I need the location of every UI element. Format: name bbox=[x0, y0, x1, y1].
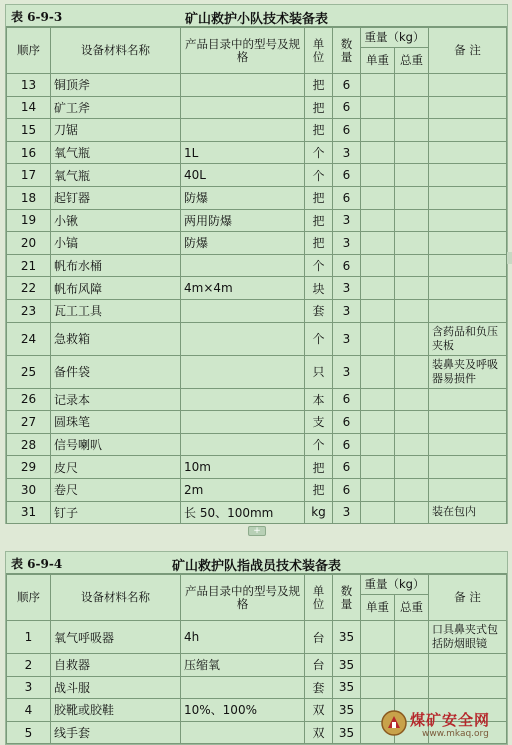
cell-name: 胶靴或胶鞋 bbox=[51, 699, 181, 722]
cell-remark bbox=[429, 96, 507, 119]
cell-total-weight bbox=[395, 119, 429, 142]
cell-qty: 3 bbox=[333, 232, 361, 255]
cell-model: 长 50、100mm bbox=[181, 501, 305, 524]
cell-unit-weight bbox=[361, 74, 395, 97]
cell-total-weight bbox=[395, 141, 429, 164]
cell-seq: 24 bbox=[7, 322, 51, 355]
cell-name: 线手套 bbox=[51, 721, 181, 744]
cell-qty: 6 bbox=[333, 388, 361, 411]
header-qty: 数量 bbox=[333, 575, 361, 621]
cell-qty: 3 bbox=[333, 141, 361, 164]
cell-seq: 1 bbox=[7, 621, 51, 654]
cell-remark bbox=[429, 411, 507, 434]
cell-unit: 个 bbox=[305, 141, 333, 164]
cell-unit-weight bbox=[361, 433, 395, 456]
cell-total-weight bbox=[395, 676, 429, 699]
cell-model: 2m bbox=[181, 478, 305, 501]
cell-total-weight bbox=[395, 355, 429, 388]
cell-name: 卷尺 bbox=[51, 478, 181, 501]
table-row bbox=[7, 411, 507, 434]
table-row bbox=[7, 322, 507, 355]
cell-name: 急救箱 bbox=[51, 322, 181, 355]
table-row bbox=[7, 119, 507, 142]
cell-seq: 30 bbox=[7, 478, 51, 501]
cell-model: 10%、100% bbox=[181, 699, 305, 722]
cell-qty: 35 bbox=[333, 676, 361, 699]
table-row bbox=[7, 299, 507, 322]
cell-qty: 6 bbox=[333, 411, 361, 434]
cell-model bbox=[181, 322, 305, 355]
header-model: 产品目录中的型号及规格 bbox=[181, 575, 305, 621]
scroll-handle[interactable] bbox=[507, 252, 512, 264]
cell-seq: 19 bbox=[7, 209, 51, 232]
cell-qty: 35 bbox=[333, 699, 361, 722]
cell-remark bbox=[429, 186, 507, 209]
cell-remark bbox=[429, 478, 507, 501]
table-row bbox=[7, 164, 507, 187]
cell-unit-weight bbox=[361, 141, 395, 164]
cell-remark bbox=[429, 299, 507, 322]
cell-name: 小镐 bbox=[51, 232, 181, 255]
table-body bbox=[7, 74, 507, 524]
cell-unit: 台 bbox=[305, 654, 333, 677]
cell-qty: 6 bbox=[333, 254, 361, 277]
table-title: 矿山救护队指战员技术装备表 bbox=[171, 559, 341, 574]
cell-model: 压缩氧 bbox=[181, 654, 305, 677]
cell-total-weight bbox=[395, 96, 429, 119]
cell-model: 4m×4m bbox=[181, 277, 305, 300]
header-unit: 单位 bbox=[305, 575, 333, 621]
cell-unit-weight bbox=[361, 119, 395, 142]
cell-total-weight bbox=[395, 501, 429, 524]
table-row bbox=[7, 676, 507, 699]
cell-unit-weight bbox=[361, 501, 395, 524]
cell-total-weight bbox=[395, 74, 429, 97]
table-row bbox=[7, 277, 507, 300]
table-row bbox=[7, 654, 507, 677]
cell-total-weight bbox=[395, 621, 429, 654]
cell-qty: 6 bbox=[333, 478, 361, 501]
cell-unit-weight bbox=[361, 478, 395, 501]
cell-seq: 22 bbox=[7, 277, 51, 300]
cell-qty: 3 bbox=[333, 209, 361, 232]
cell-unit-weight bbox=[361, 209, 395, 232]
cell-remark bbox=[429, 676, 507, 699]
cell-unit: kg bbox=[305, 501, 333, 524]
header-weight: 重量（kg） bbox=[361, 575, 429, 595]
cell-name: 钉子 bbox=[51, 501, 181, 524]
table-number: 表 6-9-4 bbox=[11, 557, 63, 571]
table-title: 矿山救护小队技术装备表 bbox=[184, 12, 328, 27]
expand-button[interactable]: + bbox=[248, 526, 266, 536]
cell-seq: 14 bbox=[7, 96, 51, 119]
cell-unit: 双 bbox=[305, 721, 333, 744]
cell-total-weight bbox=[395, 456, 429, 479]
cell-unit-weight bbox=[361, 676, 395, 699]
table-number: 表 6-9-3 bbox=[11, 10, 63, 24]
cell-unit-weight bbox=[361, 654, 395, 677]
cell-model bbox=[181, 433, 305, 456]
cell-remark bbox=[429, 388, 507, 411]
cell-unit-weight bbox=[361, 355, 395, 388]
cell-qty: 35 bbox=[333, 621, 361, 654]
cell-qty: 6 bbox=[333, 119, 361, 142]
cell-total-weight bbox=[395, 299, 429, 322]
cell-seq: 29 bbox=[7, 456, 51, 479]
cell-unit-weight bbox=[361, 186, 395, 209]
table-row bbox=[7, 478, 507, 501]
cell-seq: 3 bbox=[7, 676, 51, 699]
cell-remark bbox=[429, 164, 507, 187]
cell-remark bbox=[429, 232, 507, 255]
cell-seq: 25 bbox=[7, 355, 51, 388]
table-row bbox=[7, 74, 507, 97]
cell-unit-weight bbox=[361, 456, 395, 479]
cell-unit-weight bbox=[361, 299, 395, 322]
cell-name: 信号喇叭 bbox=[51, 433, 181, 456]
cell-model bbox=[181, 411, 305, 434]
cell-unit-weight bbox=[361, 277, 395, 300]
cell-name: 帆布风障 bbox=[51, 277, 181, 300]
table-row bbox=[7, 388, 507, 411]
cell-model bbox=[181, 676, 305, 699]
cell-name: 小锹 bbox=[51, 209, 181, 232]
equipment-table bbox=[6, 27, 507, 524]
cell-unit: 把 bbox=[305, 456, 333, 479]
table-row bbox=[7, 209, 507, 232]
cell-unit: 个 bbox=[305, 164, 333, 187]
cell-unit: 套 bbox=[305, 676, 333, 699]
header-model: 产品目录中的型号及规格 bbox=[181, 28, 305, 74]
cell-unit-weight bbox=[361, 164, 395, 187]
cell-seq: 17 bbox=[7, 164, 51, 187]
cell-total-weight bbox=[395, 411, 429, 434]
cell-seq: 21 bbox=[7, 254, 51, 277]
cell-total-weight bbox=[395, 254, 429, 277]
table-row bbox=[7, 355, 507, 388]
table-row bbox=[7, 141, 507, 164]
cell-model: 4h bbox=[181, 621, 305, 654]
cell-remark: 装鼻夹及呼吸器易损件 bbox=[429, 355, 507, 388]
cell-qty: 6 bbox=[333, 96, 361, 119]
table-row bbox=[7, 501, 507, 524]
cell-unit-weight bbox=[361, 254, 395, 277]
cell-total-weight bbox=[395, 388, 429, 411]
header-weight: 重量（kg） bbox=[361, 28, 429, 48]
cell-unit-weight bbox=[361, 388, 395, 411]
cell-total-weight bbox=[395, 478, 429, 501]
header-remark: 备 注 bbox=[429, 575, 507, 621]
cell-qty: 3 bbox=[333, 299, 361, 322]
cell-name: 帆布水桶 bbox=[51, 254, 181, 277]
cell-remark bbox=[429, 654, 507, 677]
cell-unit: 个 bbox=[305, 322, 333, 355]
table-row bbox=[7, 433, 507, 456]
cell-qty: 6 bbox=[333, 74, 361, 97]
cell-model bbox=[181, 74, 305, 97]
cell-name: 刀锯 bbox=[51, 119, 181, 142]
cell-unit: 把 bbox=[305, 232, 333, 255]
cell-seq: 28 bbox=[7, 433, 51, 456]
cell-qty: 3 bbox=[333, 355, 361, 388]
table-caption bbox=[6, 5, 507, 27]
cell-unit: 把 bbox=[305, 186, 333, 209]
cell-total-weight bbox=[395, 654, 429, 677]
cell-model: 10m bbox=[181, 456, 305, 479]
table-row bbox=[7, 456, 507, 479]
cell-remark bbox=[429, 456, 507, 479]
cell-total-weight bbox=[395, 186, 429, 209]
cell-remark bbox=[429, 119, 507, 142]
cell-remark bbox=[429, 209, 507, 232]
cell-unit: 把 bbox=[305, 96, 333, 119]
cell-name: 瓦工工具 bbox=[51, 299, 181, 322]
cell-unit: 把 bbox=[305, 119, 333, 142]
cell-model bbox=[181, 299, 305, 322]
cell-unit-weight bbox=[361, 322, 395, 355]
cell-unit: 个 bbox=[305, 433, 333, 456]
cell-unit-weight bbox=[361, 621, 395, 654]
equipment-table-panel-1 bbox=[5, 4, 508, 524]
cell-model: 防爆 bbox=[181, 232, 305, 255]
cell-seq: 5 bbox=[7, 721, 51, 744]
cell-seq: 15 bbox=[7, 119, 51, 142]
header-unit-weight: 单重 bbox=[361, 48, 395, 74]
cell-unit: 套 bbox=[305, 299, 333, 322]
cell-name: 皮尺 bbox=[51, 456, 181, 479]
cell-name: 铜顶斧 bbox=[51, 74, 181, 97]
cell-total-weight bbox=[395, 433, 429, 456]
cell-total-weight bbox=[395, 209, 429, 232]
header-seq: 顺序 bbox=[7, 575, 51, 621]
table-row bbox=[7, 96, 507, 119]
table-row bbox=[7, 232, 507, 255]
cell-unit: 只 bbox=[305, 355, 333, 388]
cell-qty: 6 bbox=[333, 164, 361, 187]
cell-name: 氧气瓶 bbox=[51, 141, 181, 164]
cell-seq: 31 bbox=[7, 501, 51, 524]
cell-unit-weight bbox=[361, 96, 395, 119]
cell-seq: 20 bbox=[7, 232, 51, 255]
cell-total-weight bbox=[395, 232, 429, 255]
cell-model: 两用防爆 bbox=[181, 209, 305, 232]
cell-qty: 3 bbox=[333, 501, 361, 524]
header-name: 设备材料名称 bbox=[51, 575, 181, 621]
table-caption bbox=[6, 552, 507, 574]
cell-remark bbox=[429, 141, 507, 164]
header-total-weight: 总重 bbox=[395, 595, 429, 621]
site-watermark bbox=[378, 707, 506, 743]
cell-remark bbox=[429, 74, 507, 97]
header-remark: 备 注 bbox=[429, 28, 507, 74]
cell-name: 圆珠笔 bbox=[51, 411, 181, 434]
cell-name: 备件袋 bbox=[51, 355, 181, 388]
cell-unit: 双 bbox=[305, 699, 333, 722]
cell-seq: 4 bbox=[7, 699, 51, 722]
cell-seq: 26 bbox=[7, 388, 51, 411]
cell-seq: 27 bbox=[7, 411, 51, 434]
cell-name: 矿工斧 bbox=[51, 96, 181, 119]
table-row bbox=[7, 621, 507, 654]
watermark-url: www.mkaq.org bbox=[422, 729, 489, 739]
cell-seq: 2 bbox=[7, 654, 51, 677]
cell-model: 防爆 bbox=[181, 186, 305, 209]
cell-seq: 13 bbox=[7, 74, 51, 97]
cell-name: 氧气呼吸器 bbox=[51, 621, 181, 654]
header-total-weight: 总重 bbox=[395, 48, 429, 74]
cell-unit: 个 bbox=[305, 254, 333, 277]
cell-model: 1L bbox=[181, 141, 305, 164]
cell-total-weight bbox=[395, 164, 429, 187]
cell-model: 40L bbox=[181, 164, 305, 187]
cell-unit-weight bbox=[361, 232, 395, 255]
cell-qty: 3 bbox=[333, 277, 361, 300]
cell-total-weight bbox=[395, 322, 429, 355]
table-row bbox=[7, 254, 507, 277]
header-seq: 顺序 bbox=[7, 28, 51, 74]
site-logo-icon bbox=[380, 709, 408, 737]
cell-unit: 本 bbox=[305, 388, 333, 411]
table-row bbox=[7, 186, 507, 209]
cell-name: 战斗服 bbox=[51, 676, 181, 699]
cell-seq: 23 bbox=[7, 299, 51, 322]
cell-model bbox=[181, 119, 305, 142]
cell-name: 氧气瓶 bbox=[51, 164, 181, 187]
cell-name: 自救器 bbox=[51, 654, 181, 677]
header-name: 设备材料名称 bbox=[51, 28, 181, 74]
cell-remark: 含药品和负压夹板 bbox=[429, 322, 507, 355]
cell-seq: 16 bbox=[7, 141, 51, 164]
watermark-site-name: 煤矿安全网 bbox=[410, 711, 491, 729]
cell-qty: 35 bbox=[333, 721, 361, 744]
cell-remark bbox=[429, 277, 507, 300]
cell-model bbox=[181, 355, 305, 388]
cell-name: 记录本 bbox=[51, 388, 181, 411]
cell-unit: 块 bbox=[305, 277, 333, 300]
cell-total-weight bbox=[395, 277, 429, 300]
cell-qty: 6 bbox=[333, 456, 361, 479]
cell-unit: 台 bbox=[305, 621, 333, 654]
cell-remark: 装在包内 bbox=[429, 501, 507, 524]
cell-seq: 18 bbox=[7, 186, 51, 209]
cell-unit: 把 bbox=[305, 74, 333, 97]
header-unit: 单位 bbox=[305, 28, 333, 74]
cell-model bbox=[181, 721, 305, 744]
cell-qty: 35 bbox=[333, 654, 361, 677]
cell-name: 起钉器 bbox=[51, 186, 181, 209]
cell-qty: 3 bbox=[333, 322, 361, 355]
cell-model bbox=[181, 388, 305, 411]
header-unit-weight: 单重 bbox=[361, 595, 395, 621]
cell-qty: 6 bbox=[333, 186, 361, 209]
cell-model bbox=[181, 254, 305, 277]
cell-unit: 把 bbox=[305, 209, 333, 232]
cell-qty: 6 bbox=[333, 433, 361, 456]
cell-remark: 口具鼻夹式包括防烟眼镜 bbox=[429, 621, 507, 654]
cell-unit: 把 bbox=[305, 478, 333, 501]
cell-remark bbox=[429, 254, 507, 277]
header-qty: 数量 bbox=[333, 28, 361, 74]
cell-remark bbox=[429, 433, 507, 456]
cell-model bbox=[181, 96, 305, 119]
cell-unit: 支 bbox=[305, 411, 333, 434]
cell-unit-weight bbox=[361, 411, 395, 434]
